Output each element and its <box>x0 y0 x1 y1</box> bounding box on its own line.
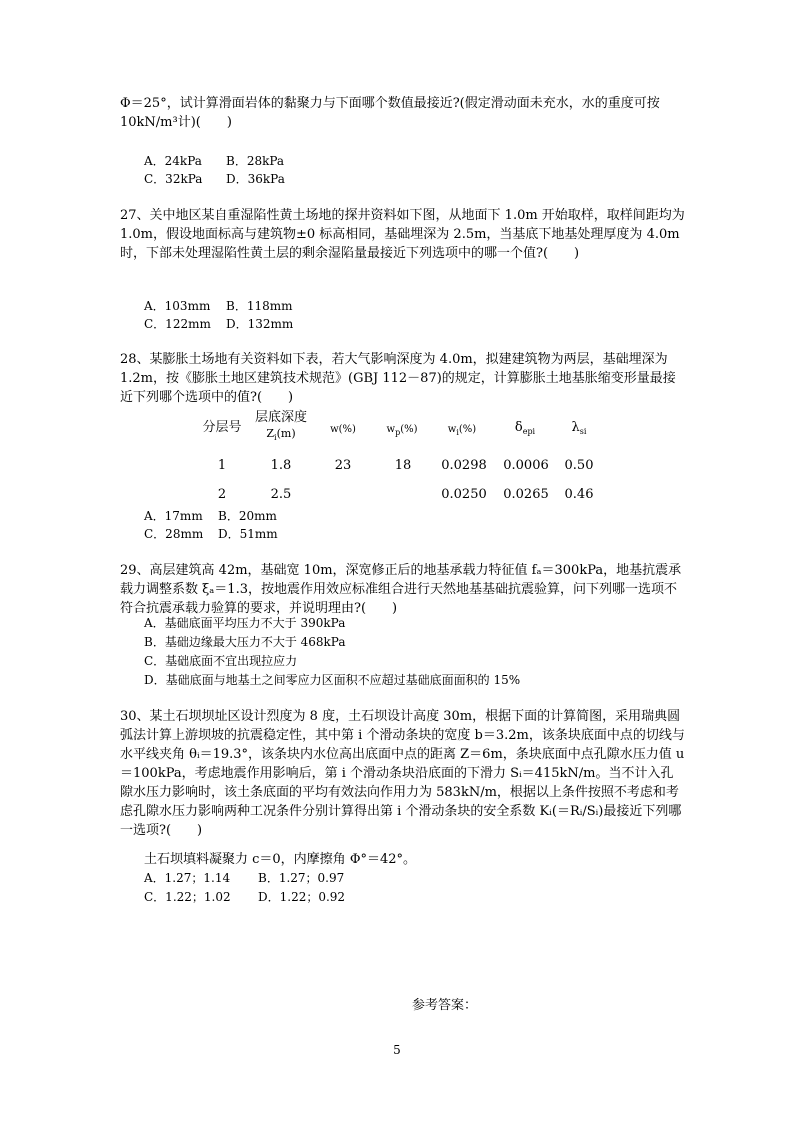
q30-option-b: B．1.27；0.97 <box>258 871 345 885</box>
cell-depth: 1.8 <box>270 458 292 473</box>
header-lambda-si: $\lambda_{si}$ <box>571 420 587 436</box>
cell-lambda-si: 0.46 <box>564 487 594 502</box>
cell-delta-epi: 0.0265 <box>503 487 549 502</box>
q30-note: 土石坝填料凝聚力 c＝0，内摩擦角 Φ°＝42°。 <box>144 852 417 867</box>
q27-option-a: A．103mm <box>144 299 211 313</box>
q27-option-d: D．132mm <box>226 317 294 331</box>
q28-option-d: D．51mm <box>218 527 278 541</box>
cell-layer: 2 <box>217 487 227 502</box>
q29-option-c: C．基础底面不宜出现拉应力 <box>144 654 298 668</box>
q30-option-a: A．1.27；1.14 <box>144 871 231 885</box>
q26-stem: Φ＝25°，试计算滑面岩体的黏聚力与下面哪个数值最接近?(假定滑动面未充水，水的重度可按 10kN/m³计)( ) <box>120 96 660 130</box>
header-layer: 分层号 <box>202 420 242 435</box>
q26-option-d: D．36kPa <box>226 172 285 186</box>
cell-depth: 2.5 <box>270 487 292 502</box>
cell-lambda-si: 0.50 <box>564 458 594 473</box>
q29-option-d: D．基础底面与地基土之间零应力区面积不应超过基础底面面积的 15% <box>144 673 521 687</box>
q26-option-a: A．24kPa <box>144 154 202 168</box>
q26-option-b: B．28kPa <box>226 154 285 168</box>
q28-stem: 28、某膨胀土场地有关资料如下表，若大气影响深度为 4.0m，拟建建筑物为两层，基础埋深为 1.2m，按《膨胀土地区建筑技术规范》(GBJ 112－87)的规定，计算膨胀土地基胀缩变形量最接近下列哪个选项中的值?( ) <box>120 352 676 405</box>
header-depth: 层底深度 $Z_i(m)$ <box>254 410 307 442</box>
cell-delta-epi: 0.0006 <box>503 458 549 473</box>
q27-stem: 27、关中地区某自重湿陷性黄土场地的探井资料如下图，从地面下 1.0m 开始取样，取样间距均为 1.0m，假设地面标高与建筑物±0 标高相同，基础埋深为 2.5m，当基底下地基处理厚度为 4.0m 时，下部未处理湿陷性黄土层的剩余湿陷量最接近下列选项中的哪一个值?( ) <box>120 208 685 261</box>
cell-wi: 0.0250 <box>441 487 487 502</box>
q30-option-c: C．1.22；1.02 <box>144 890 231 904</box>
page-number: 5 <box>393 1043 401 1057</box>
header-wp: $w_p(\%)$ <box>386 424 418 437</box>
q27-option-c: C．122mm <box>144 317 211 331</box>
q27-option-b: B．118mm <box>226 299 293 313</box>
q28-option-a: A．17mm <box>144 509 203 523</box>
q28-option-b: B．20mm <box>218 509 277 523</box>
q29-stem: 29、高层建筑高 42m，基础宽 10m，深宽修正后的地基承载力特征值 fₐ＝300kPa，地基抗震承载力调整系数 ξₐ＝1.3，按地震作用效应标准组合进行天然地基基础抗震验算，问下列哪一选项不符合抗震承载力验算的要求，并说明理由?( ) <box>120 563 682 616</box>
cell-layer: 1 <box>217 458 227 473</box>
q30-option-d: D．1.22；0.92 <box>258 890 346 904</box>
header-w: w(%) <box>330 424 356 435</box>
cell-wi: 0.0298 <box>441 458 487 473</box>
q29-option-a: A．基础底面平均压力不大于 390kPa <box>144 616 346 630</box>
q26-option-c: C．32kPa <box>144 172 203 186</box>
header-wi: $w_i(\%)$ <box>447 424 477 437</box>
cell-w: 23 <box>334 458 352 473</box>
q30-stem: 30、某土石坝坝址区设计烈度为 8 度，土石坝设计高度 30m，根据下面的计算简图，采用瑞典圆弧法计算上游坝坡的抗震稳定性，其中第 i 个滑动条块的宽度 b＝3.2m，该条块底面中点的切线与水平线夹角 θᵢ＝19.3°，该条块内水位高出底面中点的距离 Z＝6m，条块底面中点孔隙水压力值 u＝100kPa，考虑地震作用影响后，第 i 个滑动条块沿底面的下滑力 Sᵢ＝415kN/m。当不计入孔隙水压力影响时，该土条底面的平均有效法向作用力为 583kN/m，根据以上条件按照不考虑和考虑孔隙水压力影响两种工况条件分别计算得出第 i 个滑动条块的安全系数 Kᵢ(＝Rᵢ/Sᵢ)最接近下列哪一选项?( ) <box>120 709 685 838</box>
header-delta-epi: $\delta_{epi}$ <box>514 420 536 436</box>
cell-wp: 18 <box>394 458 412 473</box>
q29-option-b: B．基础边缘最大压力不大于 468kPa <box>144 635 346 649</box>
q28-option-c: C．28mm <box>144 527 204 541</box>
answer-heading: 参考答案： <box>412 998 478 1013</box>
